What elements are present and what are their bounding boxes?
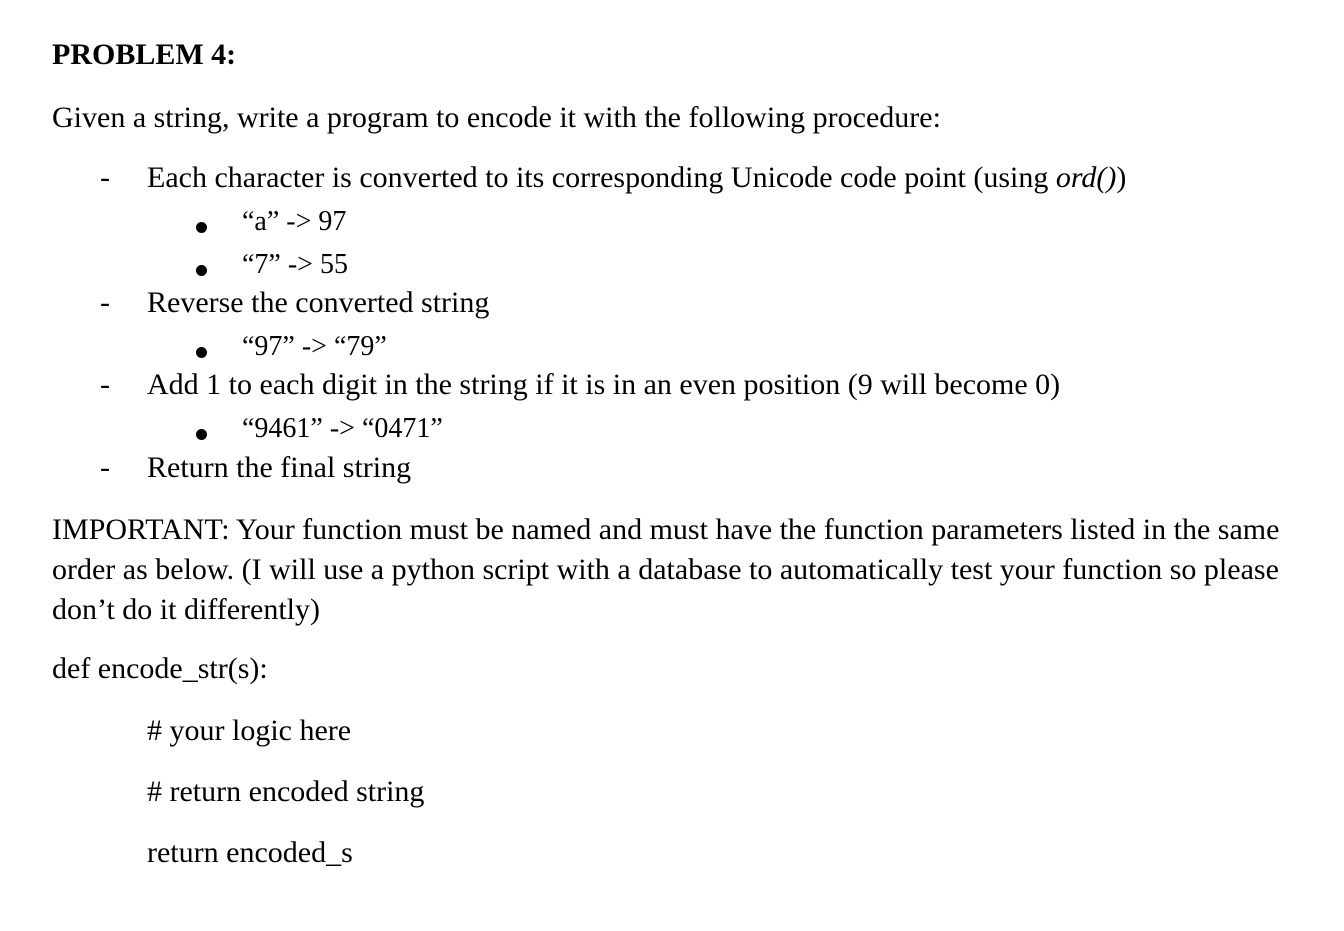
- important-note: IMPORTANT: Your function must be named and must have the function parameters listed in the same order as below. (I will use a python script with a database to automatically test your function so please don’t do it differently): [52, 513, 1280, 626]
- function-signature: def encode_str(s):: [52, 652, 268, 685]
- step-reverse: Reverse the converted string: [147, 286, 490, 319]
- example-a: “a” -> 97: [242, 206, 347, 237]
- bullet-icon: [196, 265, 207, 276]
- step-text: Each character is converted to its corresponding Unicode code point (using: [147, 161, 1056, 194]
- step-dash: -: [100, 451, 110, 484]
- bullet-icon: [196, 222, 207, 233]
- step-dash: -: [100, 286, 110, 319]
- problem-intro: Given a string, write a program to encode it with the following procedure:: [52, 101, 941, 134]
- bullet-icon: [196, 429, 207, 440]
- step-add-one: Add 1 to each digit in the string if it is in an even position (9 will become 0): [147, 368, 1061, 401]
- ord-function-name: ord(): [1055, 161, 1117, 194]
- step-dash: -: [100, 368, 110, 401]
- code-comment-return: # return encoded string: [147, 775, 425, 808]
- bullet-icon: [196, 347, 207, 358]
- step-text-suffix: ): [1116, 161, 1127, 194]
- example-reverse: “97” -> “79”: [242, 331, 387, 362]
- step-convert-unicode: [147, 161, 1126, 195]
- step-return: Return the final string: [147, 451, 412, 484]
- example-7: “7” -> 55: [242, 249, 348, 280]
- problem-title: PROBLEM 4:: [52, 38, 237, 71]
- step-dash: -: [100, 161, 110, 194]
- code-comment-logic: # your logic here: [147, 714, 352, 747]
- code-return-statement: return encoded_s: [147, 836, 353, 869]
- example-add-one: “9461” -> “0471”: [242, 413, 443, 444]
